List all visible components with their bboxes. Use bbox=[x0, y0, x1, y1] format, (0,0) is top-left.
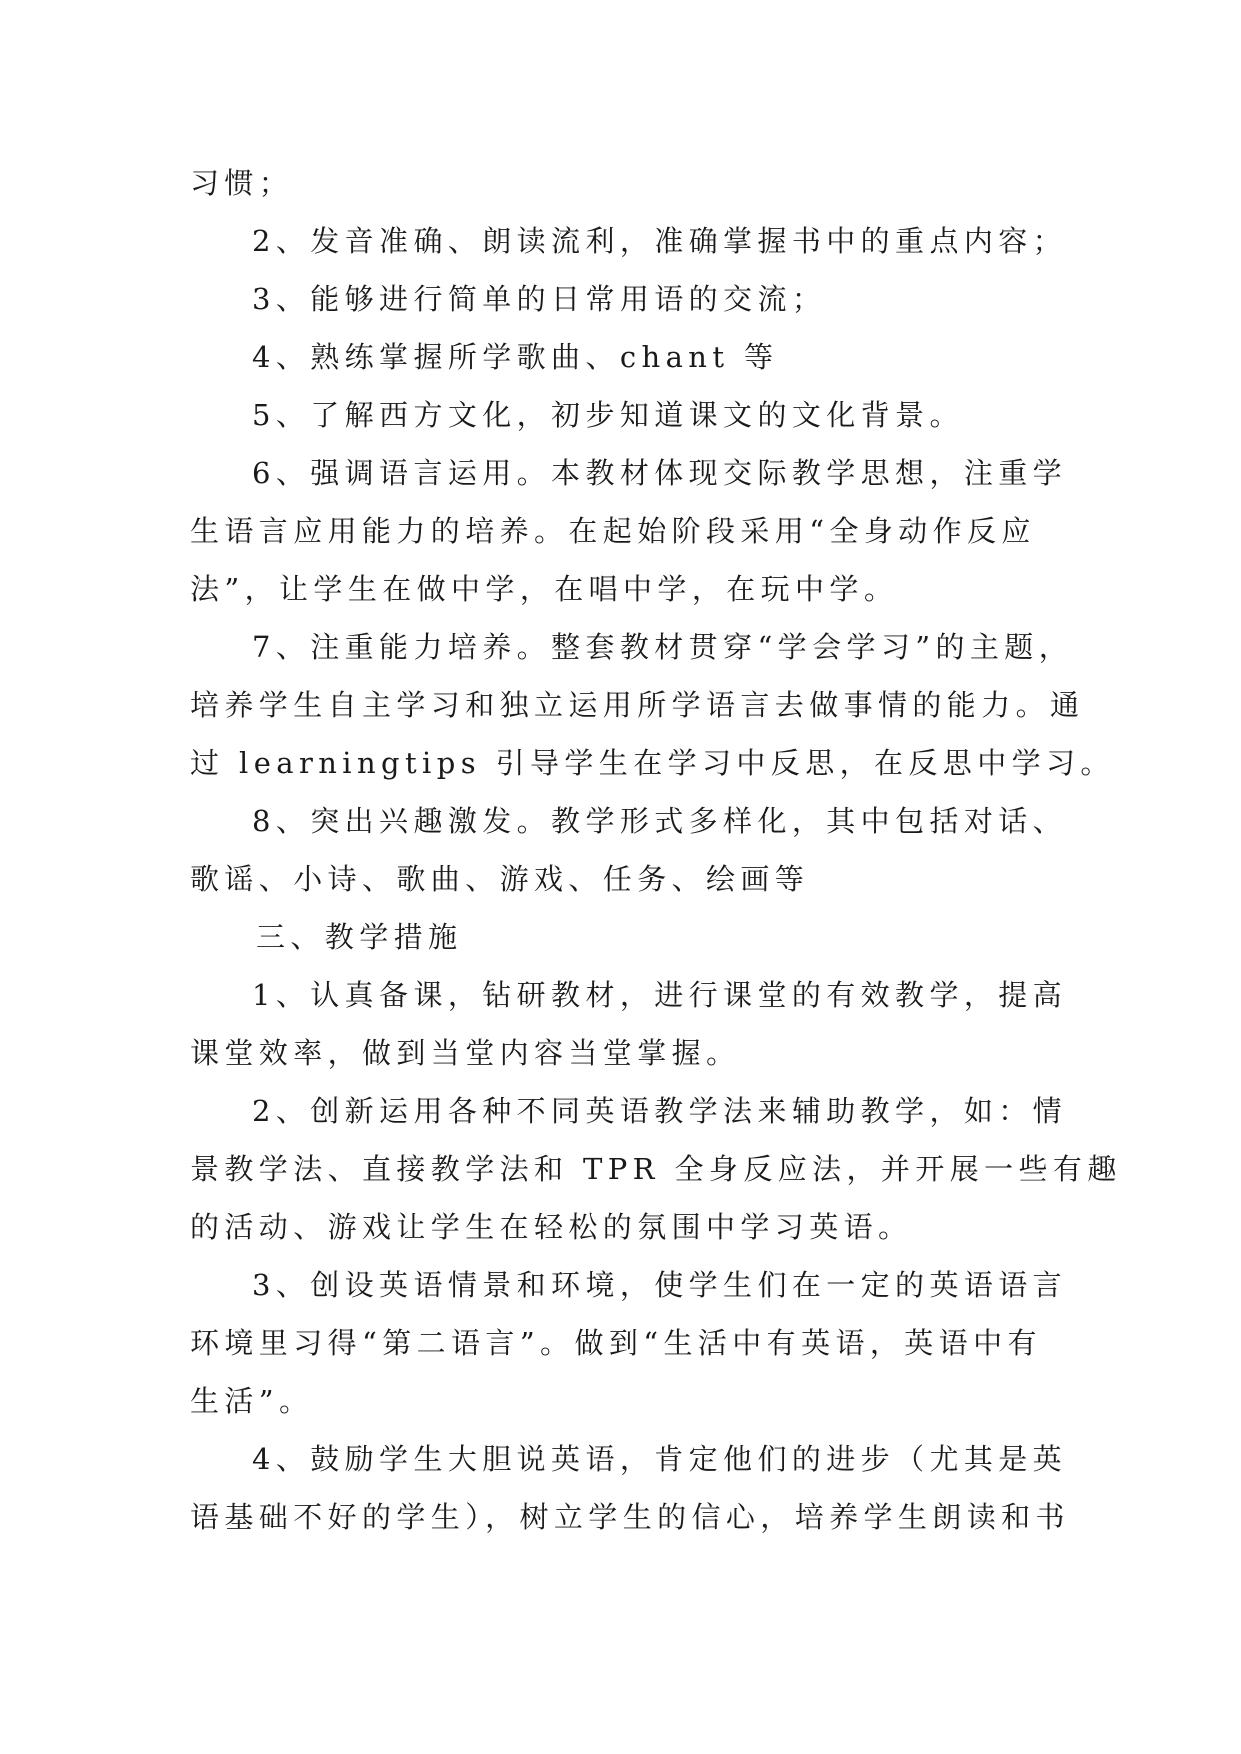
text-line: 的活动、游戏让学生在轻松的氛围中学习英语。 bbox=[190, 1210, 913, 1244]
text-line: 环境里习得“第二语言”。做到“生活中有英语，英语中有 bbox=[190, 1326, 1042, 1360]
text-line: 2、创新运用各种不同英语教学法来辅助教学，如：情 bbox=[252, 1094, 1068, 1128]
text-line: 6、强调语言运用。本教材体现交际教学思想，注重学 bbox=[252, 456, 1068, 490]
text-line: 培养学生自主学习和独立运用所学语言去做事情的能力。通 bbox=[190, 688, 1085, 722]
text-line: 3、创设英语情景和环境，使学生们在一定的英语语言 bbox=[252, 1268, 1068, 1302]
text-line: 生语言应用能力的培养。在起始阶段采用“全身动作反应 bbox=[190, 514, 1036, 548]
text-line: 习惯； bbox=[190, 166, 294, 200]
section-heading: 三、教学措施 bbox=[256, 920, 463, 954]
text-line: 景教学法、直接教学法和 TPR 全身反应法，并开展一些有趣 bbox=[190, 1152, 1122, 1186]
text-line: 法”，让学生在做中学，在唱中学，在玩中学。 bbox=[190, 572, 899, 606]
text-line: 生活”。 bbox=[190, 1384, 314, 1418]
text-line: 课堂效率，做到当堂内容当堂掌握。 bbox=[190, 1036, 741, 1070]
text-line: 5、了解西方文化，初步知道课文的文化背景。 bbox=[252, 398, 964, 432]
text-line: 1、认真备课，钻研教材，进行课堂的有效教学，提高 bbox=[252, 978, 1068, 1012]
text-line: 3、能够进行简单的日常用语的交流； bbox=[252, 282, 827, 316]
text-line: 2、发音准确、朗读流利，准确掌握书中的重点内容； bbox=[252, 224, 1068, 258]
text-line: 8、突出兴趣激发。教学形式多样化，其中包括对话、 bbox=[252, 804, 1068, 838]
text-line: 歌谣、小诗、歌曲、游戏、任务、绘画等 bbox=[190, 862, 810, 896]
text-line: 语基础不好的学生），树立学生的信心，培养学生朗读和书 bbox=[190, 1500, 1070, 1534]
text-line: 过 learningtips 引导学生在学习中反思，在反思中学习。 bbox=[190, 746, 1115, 780]
text-line: 4、熟练掌握所学歌曲、chant 等 bbox=[252, 340, 779, 374]
text-line: 4、鼓励学生大胆说英语，肯定他们的进步（尤其是英 bbox=[252, 1442, 1068, 1476]
text-line: 7、注重能力培养。整套教材贯穿“学会学习”的主题， bbox=[252, 630, 1074, 664]
